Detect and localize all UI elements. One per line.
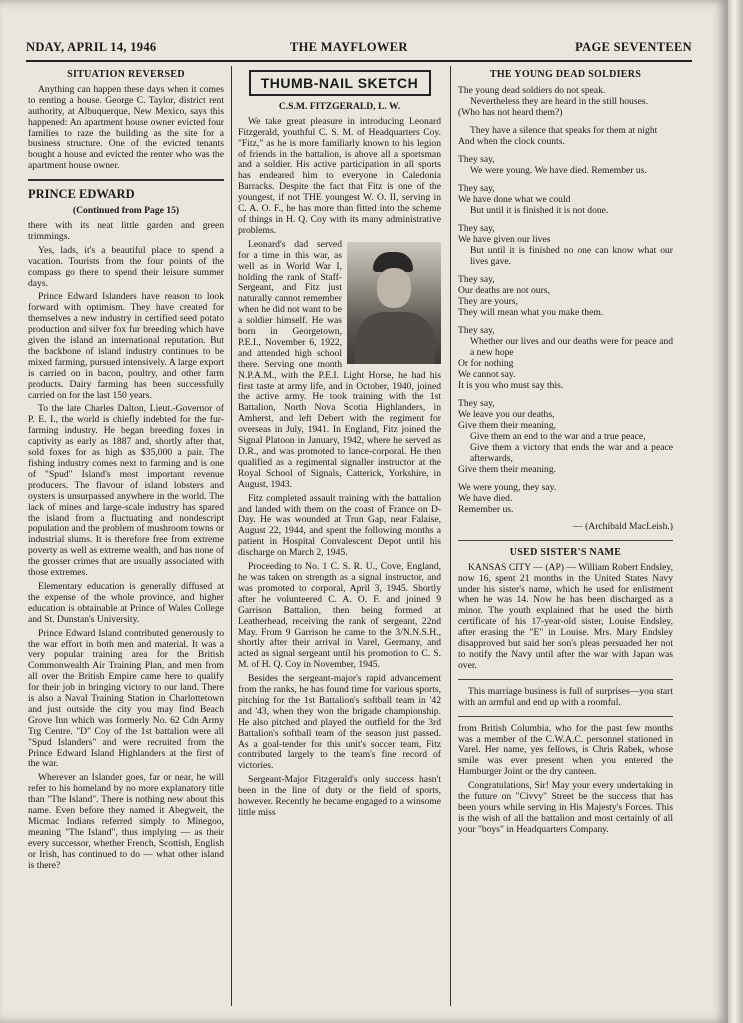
uniform-shape [355,312,435,364]
poem-line: We have done what we could [458,193,571,205]
sketch-paragraph: Fitz completed assault training with the battalion and landed with them on the coast of France on D-Day. He was wounded at Trun Gap, near Falaise, August 22, 1944, and spent the following months a patient in Hospital Convalescent Depot until his discharge on March 2, 1945. [238,492,441,559]
face-shape [377,268,411,308]
poem-line: They have a silence that speaks for them at night [470,124,658,136]
poem-stanza [458,223,673,267]
header-rule [26,60,692,62]
soldier-portrait-photo [347,242,441,364]
page-edge [728,0,743,1023]
situation-reversed-title: SITUATION REVERSED [67,69,185,80]
sketch-byline: C.S.M. FITZGERALD, L. W. [278,100,401,112]
poem-stanza [458,183,673,216]
poem-stanza [458,482,673,515]
pei-paragraph: Yes, lads, it's a beautiful place to spend a vacation. Tourists from the four points of the compass go there to spend their leisure summer days. [28,244,224,289]
sketch-paragraph: Proceeding to No. 1 C. S. R. U., Cove, England, he was taken on strength as a signal instructor, and was promoted to corporal, April 3, 1945. Shortly after he volunteered C. A. O. F. and joined 9 Garrison Battalion, then being formed at Leatherhead, receiving the rank of sergeant, 22nd May. From 9 Garrison he came to the 3/N.N.S.H., shortly after their arrival in Varel, Germany, and acted as signal sergeant until his promotion to C. S. M. of H. Q. Coy in November, 1945. [238,561,441,671]
section-rule [458,716,673,717]
poem-attribution: — (Archibald MacLeish.) [573,520,673,532]
prince-edward-title: PRINCE EDWARD [28,187,135,202]
pei-paragraph: To the late Charles Dalton, Lieut.-Governor of P. E. I., the world is chiefly indebted for the fur-farming industry. He began breeding foxes in captivity as early as 1887 and, shortly after that, sold foxes for as high as $35,000 a pair. The fishing industry comes next to farming and is one of "Spud" Island's most important revenue producers. The flavour of island lobsters and oysters is unsurpassed anywhere in the world. The lack of mines and large-scale industry has spared the island from a fluctuating and nondescript population and the problem of mushroom towns or industrial slums. It is therefore free from extreme poverty as well as extreme wealth, and has none of the grosser crimes that are usually associated with those extremes. [28,403,224,579]
poem-line: We leave you our deaths, [458,408,555,420]
poem-line: We cannot say. [458,368,516,380]
poem-line: They are yours, [458,295,518,307]
poem-line: They say, [458,182,495,194]
poem-title: THE YOUNG DEAD SOLDIERS [489,69,642,80]
column-left [28,66,224,1013]
poem-line: They will mean what you make them. [458,306,604,318]
poem-stanza [458,85,673,118]
thumb-nail-sketch-title: THUMB-NAIL SKETCH [249,70,431,96]
poem-line: Give them their meaning. [458,463,557,475]
pei-paragraph: Wherever an Islander goes, far or near, he will refer to his homeland by no more explanatory title than "The Island". There is nothing new about this name. Even before they named it Abegweit, the Micmac Indians referred simply to Minegoo, meaning "The Island", thus implying — as their every successor, whether French, Scottish, English or Irish, has continued to do — what other island is there? [28,772,224,871]
column-divider-2 [450,66,451,1006]
page-header [26,38,692,58]
poem-line: The young dead soldiers do not speak. [458,84,606,96]
sketch-paragraph: We take great pleasure in introducing Leonard Fitzgerald, youthful C. S. M. of Headquarters Coy. "Fitz," as he is more familiarly known to his legion of friends in the battalion, is above all a sportsman and a soldier. His active participation in all sports has endeared him to everyone in Caledonia Barracks. Despite the fact that Fitz is one of the youngest, if not THE youngest W. O. II, serving in C. A. O. F., he has more than fitted into the scheme of things in H. Q. Coy with its many administrative problems. [238,115,441,236]
column-divider-1 [231,66,232,1006]
poem-line: They say, [458,273,495,285]
poem-line: It is you who must say this. [458,379,564,391]
used-sisters-name-text: KANSAS CITY — (AP) — William Robert Endsley, now 16, spent 21 months in the United States Navy under his sister's name, which he used for enlistment when he was 14. Now he has been discharged as a minor. The youth explained that he used the birth certificate of his 17-year-old sister, Louise Endsley, after erasing the "E" in Louise. Mrs. Mary Endsley disapproved but said her son's pleas persuaded her not to notify the Navy until after the war with Japan was over. [458,561,673,671]
poem-line: They say, [458,153,495,165]
poem-line: And when the clock counts. [458,135,565,147]
column-middle [238,66,441,1013]
poem-line: Give them a victory that ends the war and a peace afterwards, [470,441,673,464]
poem-line: Remember us. [458,503,514,515]
poem-line: But until it is finished it is not done. [470,204,609,216]
poem-line: We have died. [458,492,513,504]
pei-paragraph: Elementary education is generally diffused at the expense of the whole province, and higher education is obtainable at Prince of Wales College and St. Dunstan's University. [28,580,224,625]
sketch-paragraph: Besides the sergeant-major's rapid advancement from the ranks, he has found time for various sports, pitching for the 1st Battalion's softball team in '42 and '43, when they won the brigade championship. He also pitched and played the outfield for the 3rd Battalion's softball team of the season just passed. As a goal-tender for this unit's soccer team, Fitz contributed largely to the team's fine record of victories. [238,673,441,772]
used-sisters-name-title: USED SISTER'S NAME [509,546,622,558]
pei-paragraph: Prince Edward Islanders have reason to look forward with optimism. They have created for themselves a new industry in certified seed potato production and silver fox fur breeding which have given the island an international reputation. But the backbone of island industry continues to be mixed farming, pursued intensively. A large export is carried on in bacon, poultry, and other farm products. Dairy farming has been successfully carried on for the last 150 years. [28,291,224,401]
poem-stanza [458,274,673,318]
section-rule [458,679,673,680]
poem-line: Or for nothing [458,357,514,369]
poem-line: (Who has not heard them?) [458,106,563,118]
column-right [458,66,673,1013]
poem-stanza [458,125,673,147]
poem-line: They say, [458,397,495,409]
poem-line: Our deaths are not ours, [458,284,550,296]
sketch-paragraph: Leonard's dad served for a time in this war, as well as in World War I, holding the rank of Staff-Sergeant, and Fitz just naturally cannot remember when he did not want to be a soldier himself. He was born in Georgetown, P.E.I., November 6, 1922, and attended high school there. Serving one month N.P.A.M., with the P.E.I. Light Horse, he had his first taste at army life, and in October, 1940, joined the active army. He took training with the 1st Battalion, North Nova Scotia Highlanders, in Amherst, and left Debert with the regiment for overseas in July, 1941. In England, Fitz joined the Signal Platoon in January, 1942, where he served as D.R., and was promoted to lance-corporal. He then qualified as a regimental signaller instructor at the Royal School of Signals, Catterick, Yorkshire, in August, 1943. [238,238,441,490]
poem-stanza [458,398,673,475]
poem-line: They say, [458,222,495,234]
poem-line: Whether our lives and our deaths were for peace and a new hope [470,335,673,358]
poem-line: They say, [458,324,495,336]
sketch-continued-paragraph: from British Columbia, who for the past few months was a member of the C.W.A.C. personnel stationed in Varel. Her name, yes fellows, is Chris Rabek, whose smile was ever present when you entered the Hamburger Joint or the dry canteen. [458,722,673,778]
header-date: NDAY, APRIL 14, 1946 [26,40,157,54]
sketch-paragraph: Sergeant-Major Fitzgerald's only success hasn't been in the line of duty or the field of sports, however. Recently he became engaged to a winsome little miss [238,774,441,818]
pei-paragraph: there with its neat little garden and green trimmings. [28,219,224,242]
poem-line: Nevertheless they are heard in the still houses. [470,95,648,107]
poem-line: Give them their meaning, [458,419,557,431]
poem-stanza [458,154,673,176]
poem-line: We were young. We have died. Remember us. [470,164,647,176]
poem-stanza [458,325,673,391]
poem-body [458,85,673,515]
situation-reversed-text: Anything can happen these days when it comes to renting a house. George C. Taylor, district rent authority, at Albuquerque, New Mexico, says this happened: An apartment house owner evicted four families to raze the building as the site for a business structure. One of the evicted tenants bought a house and evicted the renter who was the apartment house owner. [28,83,224,172]
marriage-quip: This marriage business is full of surprises—you start with an armful and end up with a roomful. [458,685,673,708]
header-paper-name: THE MAYFLOWER [290,40,408,54]
poem-line: We were young, they say. [458,481,557,493]
section-rule [28,179,224,181]
continued-note: (Continued from Page 15) [72,205,180,217]
header-page-number: PAGE SEVENTEEN [575,40,692,54]
section-rule [458,540,673,541]
sketch-continued-paragraph: Congratulations, Sir! May your every undertaking in the future on "Civvy" Street be the success that has been yours while serving in His Majesty's Forces. This is the wish of all the battalion and most certainly of all your "boys" in Headquarters Company. [458,780,673,835]
poem-line: Give them an end to the war and a true peace, [470,430,646,442]
pei-paragraph: Prince Edward Island contributed generously to the war effort in both men and material. It was a very popular training area for the British Commonwealth Air Training Plan, and men from all over the British Empire came here to qualify for their job in bringing victory to our land. There is also a Naval Training Station in Charlottetown and just outside the city you may find Beach Grove Inn which was formerly No. 62 Cdn Army Trg Centre. "D" Coy of the 1st battalion were all "Spud Islanders" and were recruited from the Prince Edward Island Highlanders at the first of the war. [28,627,224,770]
poem-line: But until it is finished no one can know what our lives gave. [470,244,673,267]
poem-line: We have given our lives [458,233,551,245]
